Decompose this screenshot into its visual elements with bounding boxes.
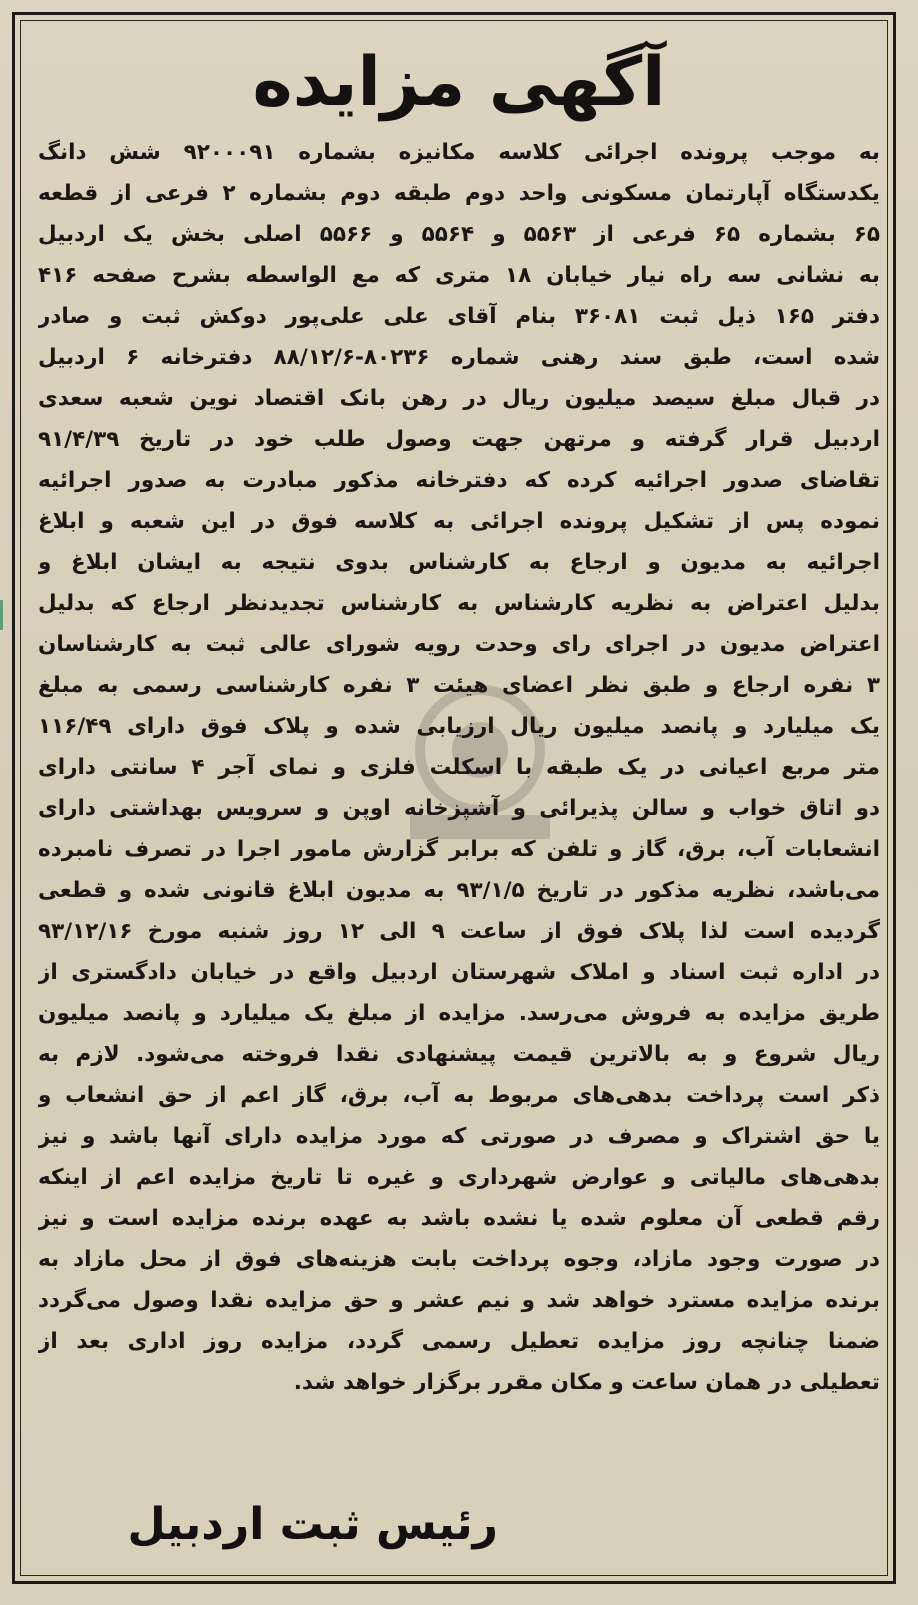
signature-title: رئیس ثبت اردبیل	[127, 1499, 498, 1550]
notice-line: در صورت وجود مازاد، وجوه پرداخت بابت هزینه‌های فوق از محل مازاد به	[38, 1247, 880, 1272]
notice-body	[38, 132, 880, 1442]
notice-line: انشعابات آب، برق، گاز و تلفن که برابر گزارش مامور اجرا در تصرف نامبرده	[38, 837, 880, 862]
notice-line: یا حق اشتراک و مصرف در صورتی که مورد مزایده دارای آنها باشد و نیز	[38, 1124, 880, 1149]
notice-line: در قبال مبلغ سیصد میلیون ریال در رهن بانک اقتصاد نوین شعبه سعدی	[38, 386, 880, 411]
notice-line: در اداره ثبت اسناد و املاک شهرستان اردبیل واقع در خیابان دادگستری از	[38, 960, 880, 985]
notice-line: به نشانی سه راه نیار خیابان ۱۸ متری که مع الواسطه بشرح صفحه ۴۱۶	[38, 263, 880, 288]
notice-line: ذکر است پرداخت بدهی‌های مربوط به آب، برق، گاز اعم از حق انشعاب و	[38, 1083, 880, 1108]
notice-line: اجرائیه به مدیون و ارجاع به کارشناس بدوی نتیجه به ایشان ابلاغ و	[38, 550, 880, 575]
notice-line: شده است، طبق سند رهنی شماره ۸۰۲۳۶-۸۸/۱۲/۶ دفترخانه ۶ اردبیل	[38, 345, 880, 370]
notice-line: تقاضای صدور اجرائیه کرده که دفترخانه مذکور مبادرت به صدور اجرائیه	[38, 468, 880, 493]
notice-line: یکدستگاه آپارتمان مسکونی واحد دوم طبقه دوم بشماره ۲ فرعی از قطعه	[38, 181, 880, 206]
notice-line: می‌باشد، نظریه مذکور در تاریخ ۹۳/۱/۵ به مدیون ابلاغ قانونی شده و قطعی	[38, 878, 880, 903]
notice-line: ریال شروع و به بالاترین قیمت پیشنهادی نقدا فروخته می‌شود. لازم به	[38, 1042, 880, 1067]
notice-line: نموده پس از تشکیل پرونده اجرائی به کلاسه فوق در این شعبه و ابلاغ	[38, 509, 880, 534]
notice-line: ۶۵ بشماره ۶۵ فرعی از ۵۵۶۳ و ۵۵۶۴ و ۵۵۶۶ اصلی بخش یک اردبیل	[38, 222, 880, 247]
notice-line: اردبیل قرار گرفته و مرتهن جهت وصول طلب خود در تاریخ ۹۱/۴/۳۹	[38, 427, 880, 452]
notice-line: ضمنا چنانچه روز مزایده تعطیل رسمی گردد، مزایده روز اداری بعد از	[38, 1329, 880, 1354]
notice-line: یک میلیارد و پانصد میلیون ریال ارزیابی شده و پلاک فوق دارای ۱۱۶/۴۹	[38, 714, 880, 739]
notice-line: دو اتاق خواب و سالن پذیرائی و آشپزخانه اوپن و سرویس بهداشتی دارای	[38, 796, 880, 821]
notice-line: طریق مزایده به فروش می‌رسد. مزایده از مبلغ یک میلیارد و پانصد میلیون	[38, 1001, 880, 1026]
notice-line: گردیده است لذا پلاک فوق از ساعت ۹ الی ۱۲ روز شنبه مورخ ۹۳/۱۲/۱۶	[38, 919, 880, 944]
notice-line: تعطیلی در همان ساعت و مکان مقرر برگزار خواهد شد.	[293, 1370, 880, 1395]
notice-line: بدلیل اعتراض به نظریه کارشناس به کارشناس تجدیدنظر ارجاع که بدلیل	[38, 591, 880, 616]
notice-line: رقم قطعی آن معلوم شده یا نشده باشد به عهده برنده مزایده است و نیز	[38, 1206, 880, 1231]
notice-line: بدهی‌های مالیاتی و عوارض شهرداری و غیره تا تاریخ مزایده اعم از اینکه	[38, 1165, 880, 1190]
notice-title: آگهی مزایده	[252, 43, 666, 122]
notice-line: متر مربع اعیانی در یک طبقه با اسکلت فلزی و نمای آجر ۴ سانتی دارای	[38, 755, 880, 780]
notice-line: اعتراض مدیون در اجرای رای وحدت رویه شورای عالی ثبت به کارشناسان	[38, 632, 880, 657]
notice-line: دفتر ۱۶۵ ذیل ثبت ۳۶۰۸۱ بنام آقای علی علی‌پور دوکش ثبت و صادر	[38, 304, 880, 329]
notice-line: ۳ نفره ارجاع و طبق نظر اعضای هیئت ۳ نفره کارشناسی رسمی به مبلغ	[38, 673, 880, 698]
notice-line: برنده مزایده مسترد خواهد شد و نیم عشر و حق مزایده نقدا وصول می‌گردد	[38, 1288, 880, 1313]
notice-line: به موجب پرونده اجرائی کلاسه مکانیزه بشماره ۹۲۰۰۰۹۱ شش دانگ	[38, 140, 880, 165]
